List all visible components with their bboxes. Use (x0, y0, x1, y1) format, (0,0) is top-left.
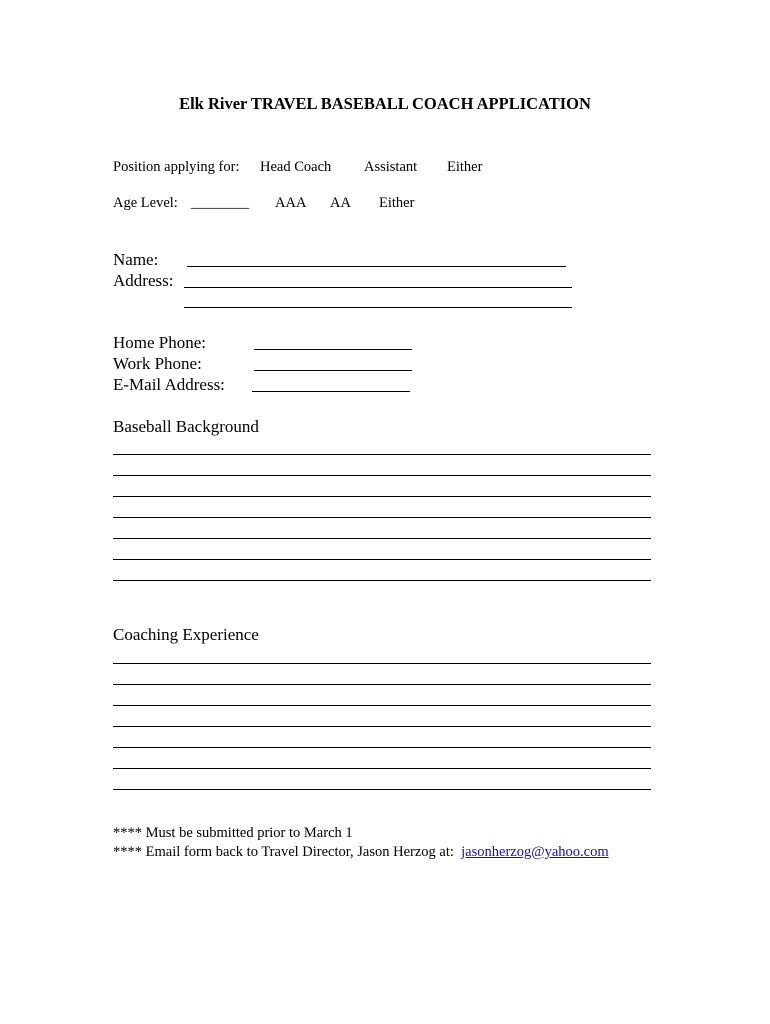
experience-line[interactable] (113, 684, 651, 685)
experience-line[interactable] (113, 726, 651, 727)
address-field-line-2[interactable] (184, 307, 572, 308)
background-line[interactable] (113, 454, 651, 455)
age-option-either: Either (379, 195, 415, 211)
coaching-experience-heading: Coaching Experience (113, 625, 259, 644)
position-label: Position applying for: (113, 159, 240, 175)
experience-line[interactable] (113, 789, 651, 790)
address-field-line-1[interactable] (184, 287, 572, 288)
name-label: Name: (113, 250, 159, 269)
home-phone-field-line[interactable] (254, 349, 412, 350)
background-line[interactable] (113, 538, 651, 539)
background-line[interactable] (113, 475, 651, 476)
director-email-link[interactable]: jasonherzog@yahoo.com (461, 844, 609, 860)
background-line[interactable] (113, 496, 651, 497)
deadline-note: **** Must be submitted prior to March 1 (113, 825, 353, 841)
experience-line[interactable] (113, 768, 651, 769)
position-option-head-coach: Head Coach (260, 159, 332, 175)
work-phone-field-line[interactable] (254, 370, 412, 371)
work-phone-label: Work Phone: (113, 354, 202, 373)
position-option-assistant: Assistant (364, 159, 418, 175)
name-field-line[interactable] (187, 266, 566, 267)
experience-line[interactable] (113, 705, 651, 706)
age-option-aaa: AAA (275, 195, 307, 211)
experience-line[interactable] (113, 663, 651, 664)
experience-line[interactable] (113, 747, 651, 748)
address-label: Address: (113, 271, 174, 290)
age-level-label: Age Level: (113, 195, 178, 211)
age-option-aa: AA (330, 195, 351, 211)
email-instruction (113, 845, 609, 860)
home-phone-label: Home Phone: (113, 333, 207, 352)
email-label: E-Mail Address: (113, 375, 225, 394)
page-title: Elk River TRAVEL BASEBALL COACH APPLICATION (179, 94, 591, 113)
position-option-either: Either (447, 159, 483, 175)
baseball-background-heading: Baseball Background (113, 417, 259, 436)
background-line[interactable] (113, 517, 651, 518)
background-line[interactable] (113, 559, 651, 560)
email-instruction-text: **** Email form back to Travel Director, Jason Herzog at: (113, 844, 454, 860)
background-line[interactable] (113, 580, 651, 581)
email-field-line[interactable] (252, 391, 410, 392)
age-level-blank: ________ (191, 195, 249, 211)
